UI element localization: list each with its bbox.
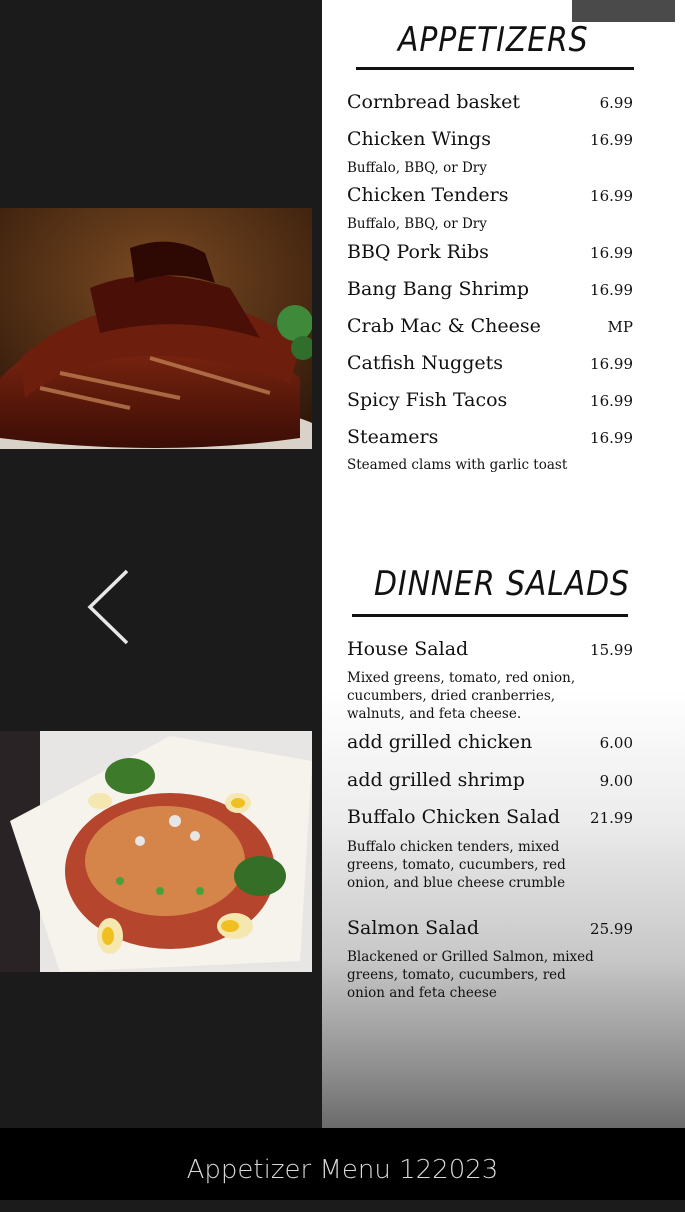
image-caption: Appetizer Menu 122023 xyxy=(186,1155,499,1185)
menu-item-name: Bang Bang Shrimp xyxy=(347,278,530,300)
menu-item-price: 6.00 xyxy=(599,734,633,752)
menu-item-name: Chicken Tenders xyxy=(347,184,509,206)
menu-item-price: 6.99 xyxy=(599,94,633,112)
menu-item-desc: Mixed greens, tomato, red onion, cucumbers, dried cranberries, walnuts, and feta cheese. xyxy=(347,670,576,722)
menu-item-price: 16.99 xyxy=(590,429,633,447)
menu-item-desc: Buffalo chicken tenders, mixed greens, tomato, cucumbers, red onion, and blue cheese crumble xyxy=(347,839,566,891)
menu-item-price: 16.99 xyxy=(590,281,633,299)
salads-divider xyxy=(352,614,628,617)
menu-item-name: add grilled shrimp xyxy=(347,769,525,791)
menu-item-price: 21.99 xyxy=(590,809,633,827)
top-tab[interactable] xyxy=(572,0,675,22)
menu-item-price: MP xyxy=(607,318,633,336)
ribs-photo xyxy=(0,208,312,449)
menu-item-name: Catfish Nuggets xyxy=(347,352,504,374)
menu-item-name: Chicken Wings xyxy=(347,128,491,150)
salads-title: DINNER SALADS xyxy=(374,564,630,604)
menu-item-name: BBQ Pork Ribs xyxy=(347,241,489,263)
menu-item-desc: Steamed clams with garlic toast xyxy=(347,457,568,473)
menu-item-name: Crab Mac & Cheese xyxy=(347,315,541,337)
menu-item-price: 16.99 xyxy=(590,131,633,149)
menu-item-name: Steamers xyxy=(347,426,439,448)
menu-item-name: Spicy Fish Tacos xyxy=(347,389,508,411)
menu-item-name: add grilled chicken xyxy=(347,731,533,753)
menu-item-name: Salmon Salad xyxy=(347,917,480,939)
menu-item-name: Cornbread basket xyxy=(347,91,520,113)
menu-item-name: Buffalo Chicken Salad xyxy=(347,806,561,828)
menu-item-desc: Blackened or Grilled Salmon, mixed greens, tomato, cucumbers, red onion and feta cheese xyxy=(347,949,594,1001)
menu-item-price: 16.99 xyxy=(590,187,633,205)
menu-item-name: House Salad xyxy=(347,638,469,660)
menu-item-price: 16.99 xyxy=(590,355,633,373)
caption-bar xyxy=(0,1128,685,1200)
menu-item-price: 25.99 xyxy=(590,920,633,938)
menu-item-desc: Buffalo, BBQ, or Dry xyxy=(347,216,487,232)
salad-photo xyxy=(0,731,312,972)
appetizers-divider xyxy=(356,67,634,70)
appetizers-title: APPETIZERS xyxy=(398,20,589,60)
menu-item-price: 9.00 xyxy=(599,772,633,790)
menu-item-price: 15.99 xyxy=(590,641,633,659)
menu-item-price: 16.99 xyxy=(590,244,633,262)
menu-item-desc: Buffalo, BBQ, or Dry xyxy=(347,160,487,176)
menu-item-price: 16.99 xyxy=(590,392,633,410)
chevron-left-icon[interactable] xyxy=(80,566,136,648)
